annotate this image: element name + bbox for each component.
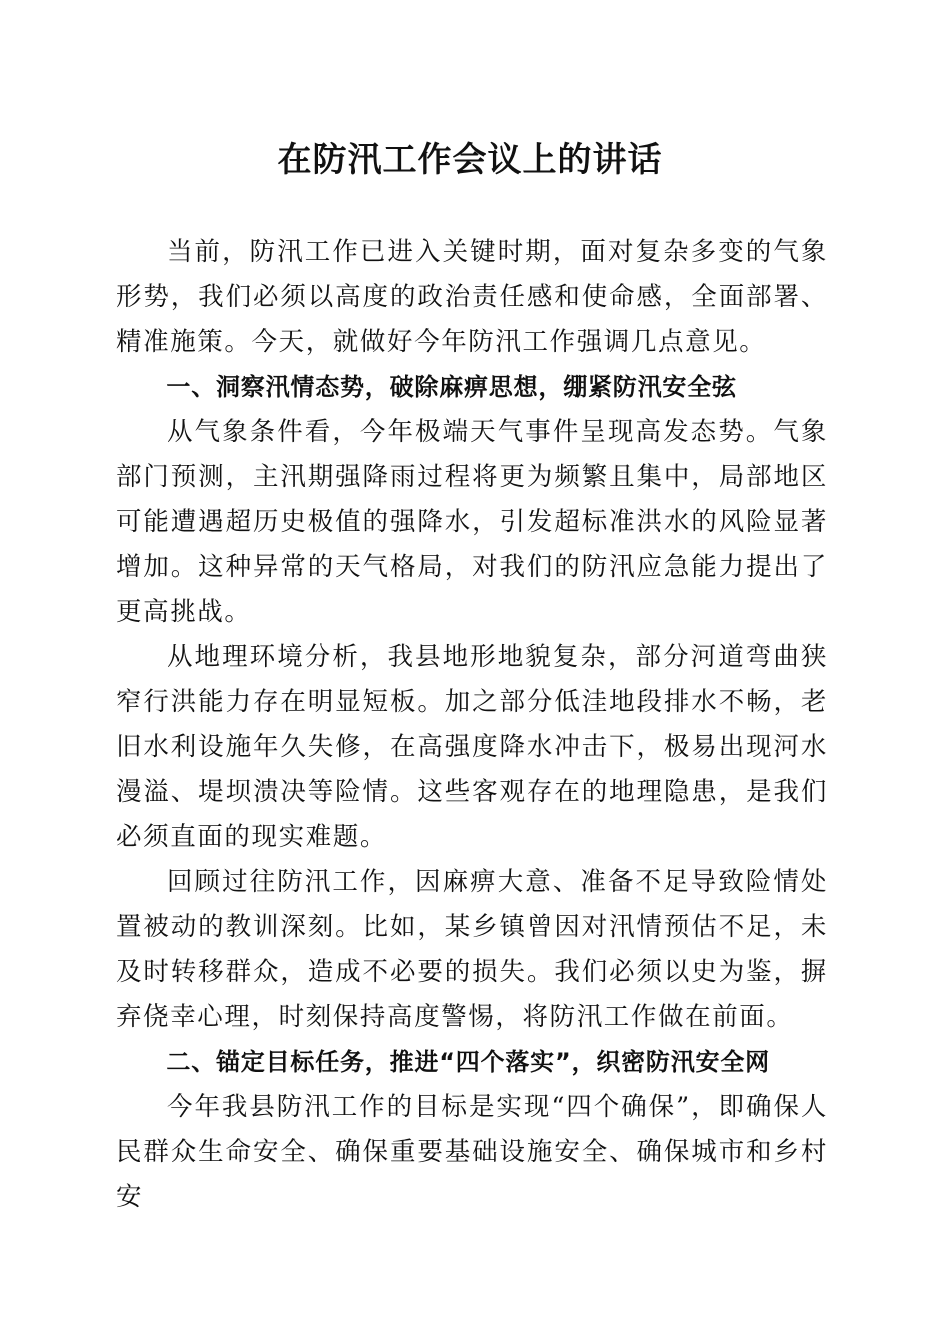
body-paragraph: 回顾过往防汛工作，因麻痹大意、准备不足导致险情处置被动的教训深刻。比如，某乡镇曾因对汛情预估不足，未及时转移群众，造成不必要的损失。我们必须以史为鉴，摒弃侥幸心理，时刻保持高度警惕，将防汛工作做在前面。 [116, 867, 828, 1032]
intro-paragraph: 当前，防汛工作已进入关键时期，面对复杂多变的气象形势，我们必须以高度的政治责任感和使命感，全面部署、精准施策。今天，就做好今年防汛工作强调几点意见。 [116, 237, 828, 357]
body-paragraph: 今年我县防汛工作的目标是实现“四个确保”，即确保人民群众生命安全、确保重要基础设施安全、确保城市和乡村安 [116, 1092, 828, 1212]
document-body [116, 230, 828, 1220]
body-paragraph: 从地理环境分析，我县地形地貌复杂，部分河道弯曲狭窄行洪能力存在明显短板。加之部分低洼地段排水不畅，老旧水利设施年久失修，在高强度降水冲击下，极易出现河水漫溢、堤坝溃决等险情。这些客观存在的地理隐患，是我们必须直面的现实难题。 [116, 642, 828, 852]
document-title: 在防汛工作会议上的讲话 [277, 140, 663, 180]
body-paragraph: 从气象条件看，今年极端天气事件呈现高发态势。气象部门预测，主汛期强降雨过程将更为频繁且集中，局部地区可能遭遇超历史极值的强降水，引发超标准洪水的风险显著增加。这种异常的天气格局，对我们的防汛应急能力提出了更高挑战。 [116, 417, 828, 627]
section-heading-2: 二、锚定目标任务，推进“四个落实”，织密防汛安全网 [166, 1048, 770, 1076]
section-heading-1: 一、洞察汛情态势，破除麻痹思想，绷紧防汛安全弦 [166, 373, 737, 401]
